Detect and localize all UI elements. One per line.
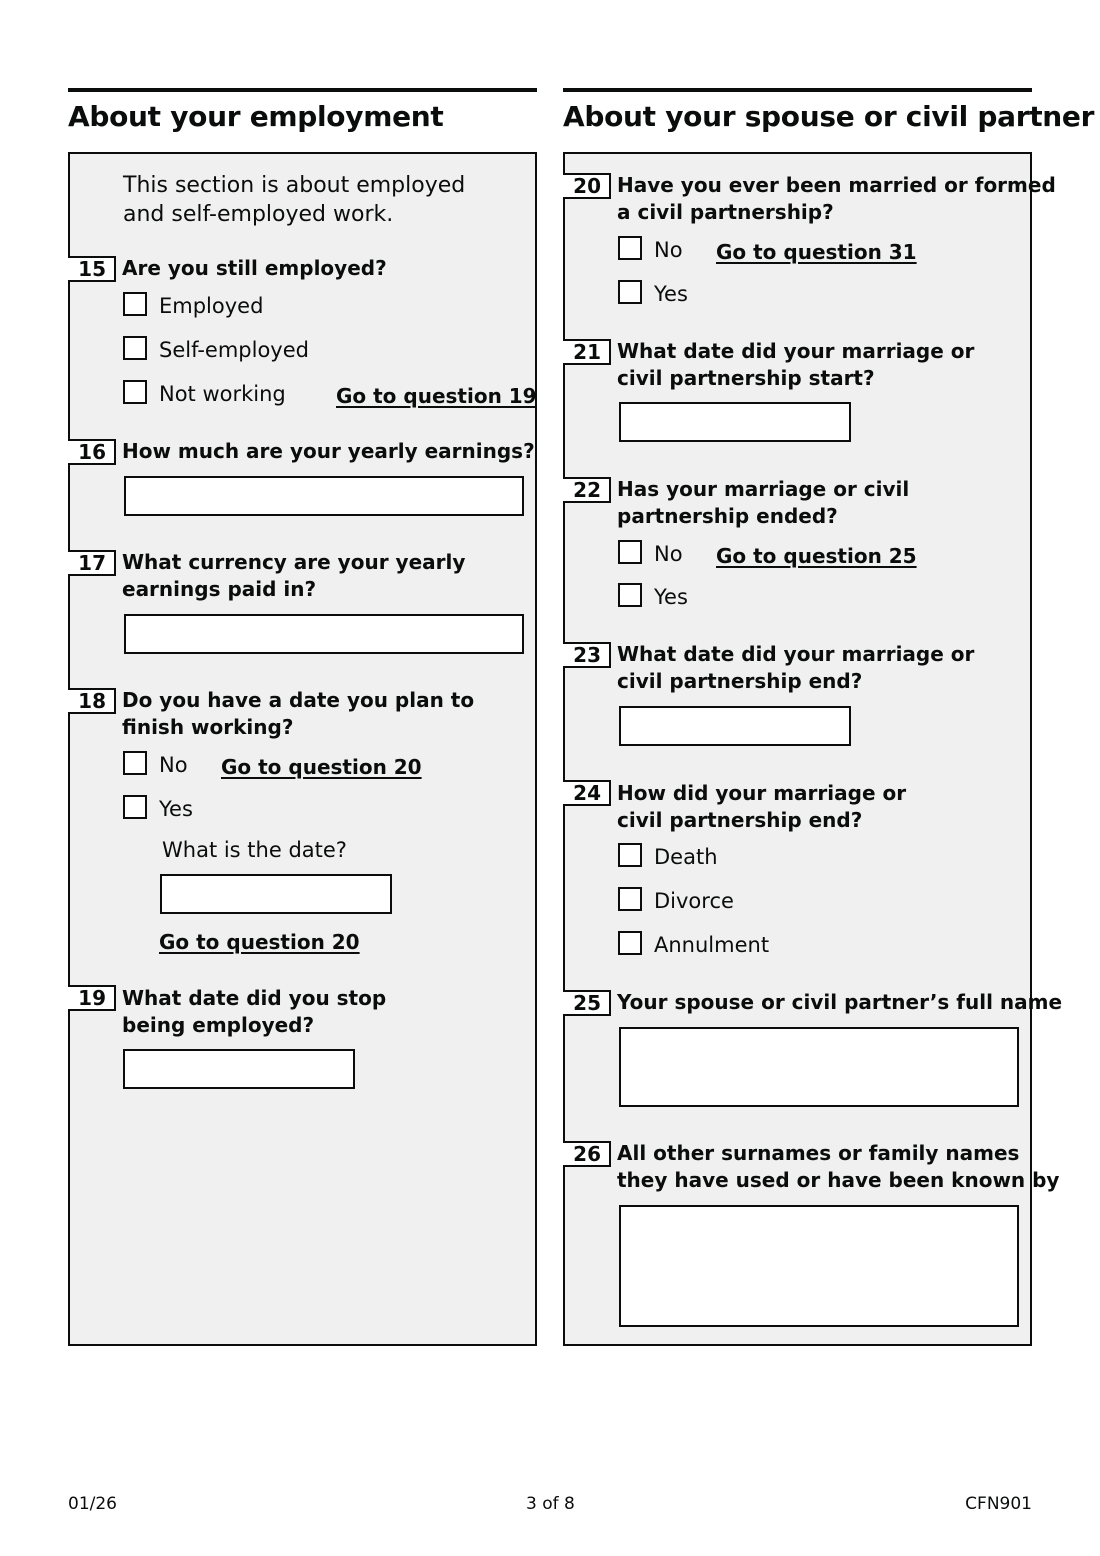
q22-no-checkbox[interactable] <box>618 540 642 564</box>
question-23-text: What date did your marriage or civil partnership end? <box>617 642 975 693</box>
question-18-number: 18 <box>68 688 116 714</box>
question-18-text: Do you have a date you plan to finish working? <box>122 688 475 739</box>
q18-yes-checkbox[interactable] <box>123 795 147 819</box>
q20-no-label: No <box>654 238 683 262</box>
question-21-text: What date did your marriage or civil partnership start? <box>617 339 975 390</box>
q15-not-working-checkbox[interactable] <box>123 380 147 404</box>
q18-no-checkbox[interactable] <box>123 751 147 775</box>
q20-yes-checkbox[interactable] <box>618 280 642 304</box>
partner-full-name-input[interactable] <box>619 1027 1019 1107</box>
marriage-end-date-input[interactable] <box>619 706 851 746</box>
question-20-number: 20 <box>563 173 611 199</box>
question-22-text: Has your marriage or civil partnership ended? <box>617 477 910 528</box>
q22-no-label: No <box>654 542 683 566</box>
q24-death-checkbox[interactable] <box>618 843 642 867</box>
question-17-number: 17 <box>68 550 116 576</box>
question-20-text: Have you ever been married or formed a civil partnership? <box>617 173 1056 224</box>
question-16-text: How much are your yearly earnings? <box>122 439 535 463</box>
q18-no-label: No <box>159 753 188 777</box>
q24-annulment-label: Annulment <box>654 933 770 957</box>
q15-self-employed-label: Self-employed <box>159 338 309 362</box>
question-24-text: How did your marriage or civil partnership end? <box>617 781 907 832</box>
question-24-number: 24 <box>563 780 611 806</box>
finish-working-date-input[interactable] <box>160 874 392 914</box>
q20-no-checkbox[interactable] <box>618 236 642 260</box>
question-21-number: 21 <box>563 339 611 365</box>
q15-not-working-label: Not working <box>159 382 286 406</box>
q15-goto-link[interactable]: Go to question 19 <box>336 384 537 408</box>
q24-death-label: Death <box>654 845 718 869</box>
q15-self-employed-checkbox[interactable] <box>123 336 147 360</box>
question-22-number: 22 <box>563 477 611 503</box>
question-19-text: What date did you stop being employed? <box>122 986 387 1037</box>
q15-employed-checkbox[interactable] <box>123 292 147 316</box>
question-26-text: All other surnames or family names they have used or have been known by <box>617 1141 1060 1192</box>
q22-yes-checkbox[interactable] <box>618 583 642 607</box>
q22-yes-label: Yes <box>654 585 688 609</box>
question-26-number: 26 <box>563 1141 611 1167</box>
other-surnames-input[interactable] <box>619 1205 1019 1327</box>
employment-panel <box>68 152 537 1346</box>
question-15-text: Are you still employed? <box>122 256 387 280</box>
stop-employed-date-input[interactable] <box>123 1049 355 1089</box>
q18-yes-label: Yes <box>159 797 193 821</box>
left-heading-rule <box>68 88 537 92</box>
q18-date-label: What is the date? <box>162 838 347 862</box>
yearly-earnings-input[interactable] <box>124 476 524 516</box>
q22-goto-link[interactable]: Go to question 25 <box>716 544 917 568</box>
q24-divorce-checkbox[interactable] <box>618 887 642 911</box>
question-25-text: Your spouse or civil partner’s full name <box>617 990 1063 1014</box>
footer-page-number: 3 of 8 <box>526 1494 575 1514</box>
q15-employed-label: Employed <box>159 294 264 318</box>
question-15-number: 15 <box>68 256 116 282</box>
q24-divorce-label: Divorce <box>654 889 734 913</box>
employment-intro: This section is about employed and self-employed work. <box>123 173 466 227</box>
question-23-number: 23 <box>563 642 611 668</box>
spouse-section-heading: About your spouse or civil partner <box>563 100 1095 133</box>
right-heading-rule <box>563 88 1032 92</box>
footer-form-code: CFN901 <box>965 1494 1032 1514</box>
marriage-start-date-input[interactable] <box>619 402 851 442</box>
q24-annulment-checkbox[interactable] <box>618 931 642 955</box>
question-19-number: 19 <box>68 985 116 1011</box>
question-17-text: What currency are your yearly earnings paid in? <box>122 550 466 601</box>
employment-section-heading: About your employment <box>68 100 444 133</box>
q18-goto-after-link[interactable]: Go to question 20 <box>159 930 360 954</box>
q18-goto-link[interactable]: Go to question 20 <box>221 755 422 779</box>
footer-date-code: 01/26 <box>68 1494 117 1514</box>
q20-yes-label: Yes <box>654 282 688 306</box>
question-25-number: 25 <box>563 990 611 1016</box>
question-16-number: 16 <box>68 439 116 465</box>
earnings-currency-input[interactable] <box>124 614 524 654</box>
q20-goto-link[interactable]: Go to question 31 <box>716 240 917 264</box>
